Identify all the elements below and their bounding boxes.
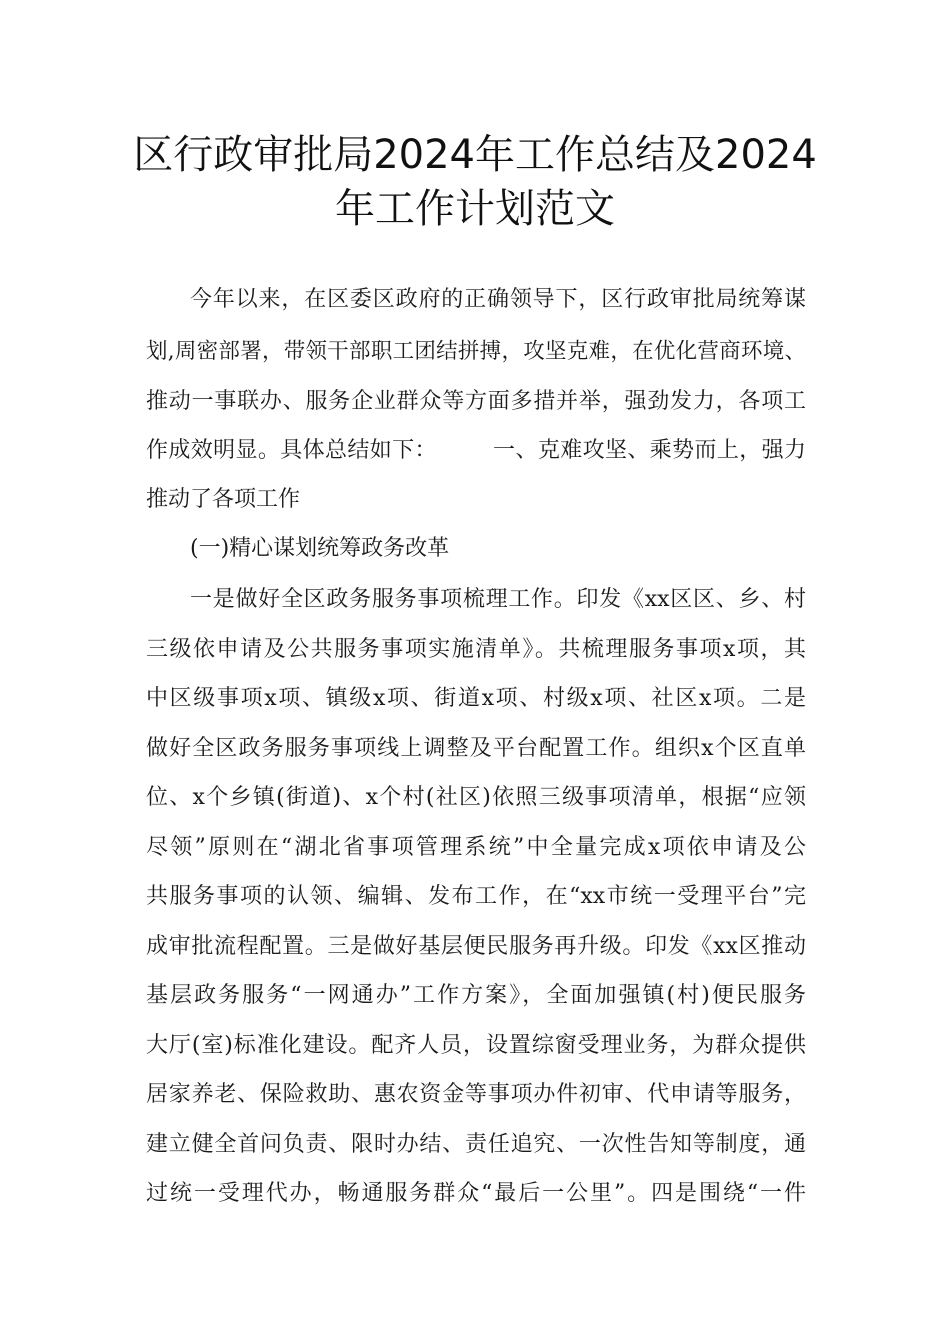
paragraph-line: 成审批流程配置。三是做好基层便民服务再升级。印发《xx区推动 [146, 934, 806, 959]
paragraph-line: 尽领”原则在“湖北省事项管理系统”中全量完成x项依申请及公 [146, 835, 806, 860]
paragraph-line: 做好全区政务服务事项线上调整及平台配置工作。组织x个区直单 [146, 736, 806, 761]
paragraph-line: 建立健全首问负责、限时办结、责任追究、一次性告知等制度，通 [146, 1132, 806, 1157]
paragraph-line: 位、x个乡镇(街道)、x个村(社区)依照三级事项清单，根据“应领 [146, 785, 806, 810]
paragraph-line: 过统一受理代办，畅通服务群众“最后一公里”。四是围绕“一件 [146, 1181, 806, 1206]
paragraph-line: 推动一事联办、服务企业群众等方面多措并举，强劲发力，各项工 [146, 389, 806, 414]
document-title-line-1: 区行政审批局2024年工作总结及2024 [133, 132, 817, 178]
document-title-line-2: 年工作计划范文 [335, 186, 615, 232]
section-heading: (一)精心谋划统筹政务改革 [190, 536, 450, 561]
paragraph-line: 划,周密部署，带领干部职工团结拼搏，攻坚克难，在优化营商环境、 [146, 339, 806, 364]
paragraph-line: 一是做好全区政务服务事项梳理工作。印发《xx区区、乡、村 [190, 587, 806, 612]
paragraph-line: 居家养老、保险救助、惠农资金等事项办件初审、代申请等服务， [146, 1082, 806, 1107]
paragraph-line: 今年以来，在区委区政府的正确领导下，区行政审批局统筹谋 [190, 287, 806, 312]
paragraph-line: 大厅(室)标准化建设。配齐人员，设置综窗受理业务，为群众提供 [146, 1033, 806, 1058]
paragraph-line: 中区级事项x项、镇级x项、街道x项、村级x项、社区x项。二是 [146, 686, 806, 711]
paragraph-line: 推动了各项工作 [146, 487, 301, 512]
paragraph-line: 基层政务服务“一网通办”工作方案》，全面加强镇(村)便民服务 [146, 983, 806, 1008]
paragraph-line: 三级依申请及公共服务事项实施清单》。共梳理服务事项x项，其 [146, 637, 806, 662]
paragraph-line: 共服务事项的认领、编辑、发布工作，在“xx市统一受理平台”完 [146, 884, 806, 909]
paragraph-line: 作成效明显。具体总结如下： 一、克难攻坚、乘势而上，强力 [146, 438, 806, 463]
